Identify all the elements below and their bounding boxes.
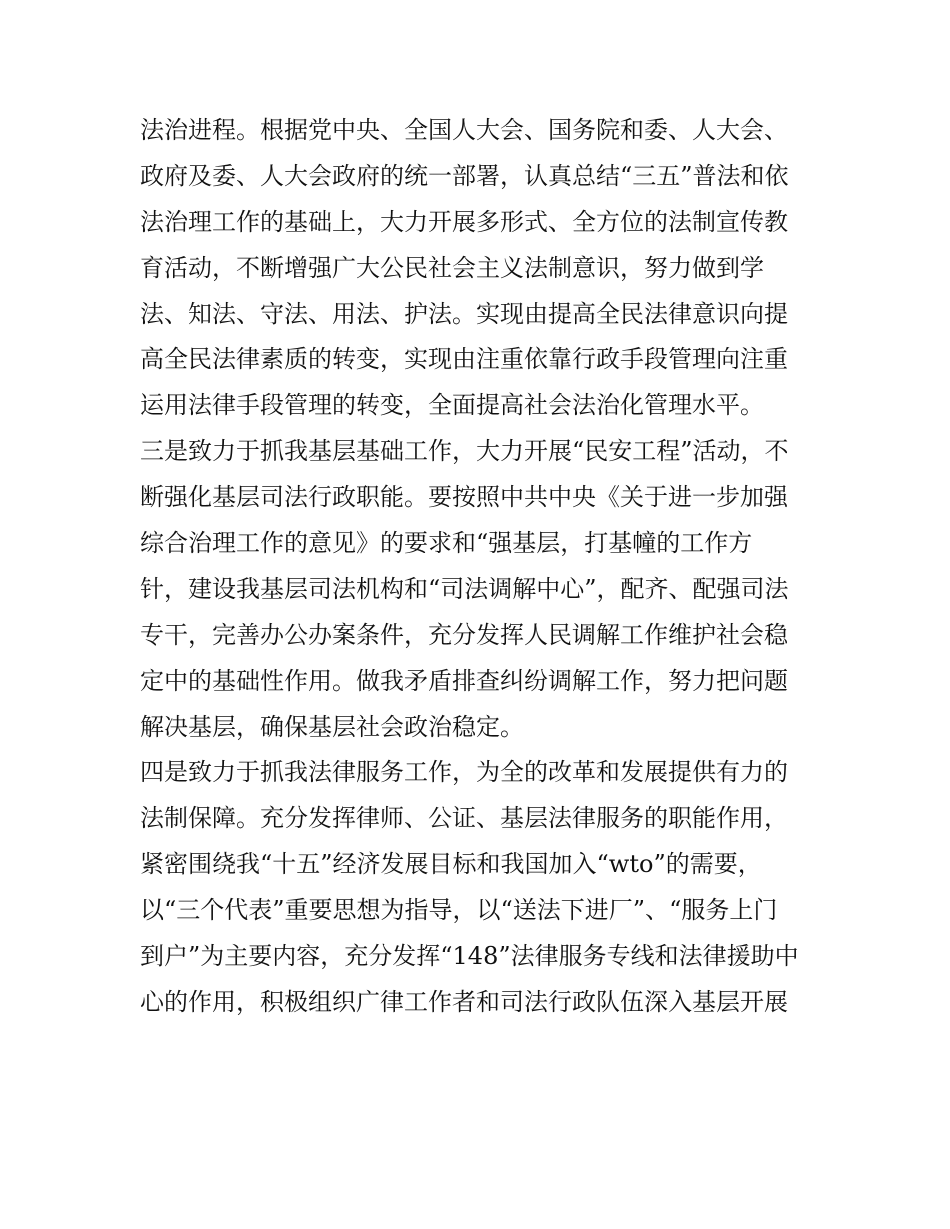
text-line: 四是致力于抓我法律服务工作，为全的改革和发展提供有力的 <box>140 758 788 787</box>
text-line: 法治进程。根据党中央、全国人大会、国务院和委、人大会、 <box>140 116 788 144</box>
text-line: 三是致力于抓我基层基础工作，大力开展“民安工程”活动，不 <box>140 437 789 466</box>
text-line: 育活动，不断增强广大公民社会主义法制意识，努力做到学 <box>140 253 764 282</box>
text-line: 解决基层，确保基层社会政治稳定。 <box>140 712 524 741</box>
text-line: 以“三个代表”重要思想为指导，以“送法下进厂”、“服务上门 <box>140 896 778 925</box>
text-line: 专干，完善办公办案条件，充分发挥人民调解工作维护社会稳 <box>140 620 788 649</box>
text-line: 针，建设我基层司法机构和“司法调解中心”，配齐、配强司法 <box>140 574 789 603</box>
body-text <box>140 108 830 1026</box>
text-line: 紧密围绕我“十五”经济发展目标和我国加入“wto”的需要， <box>140 850 762 879</box>
text-line: 综合治理工作的意见》的要求和“强基层，打基幢的工作方 <box>140 529 753 558</box>
text-line: 定中的基础性作用。做我矛盾排查纠纷调解工作，努力把问题 <box>140 666 788 695</box>
text-line: 运用法律手段管理的转变，全面提高社会法治化管理水平。 <box>140 391 764 420</box>
text-line: 法制保障。充分发挥律师、公证、基层法律服务的职能作用， <box>140 804 788 833</box>
text-line: 断强化基层司法行政职能。要按照中共中央《关于进一步加强 <box>140 483 788 512</box>
text-line: 高全民法律素质的转变，实现由注重依靠行政手段管理向注重 <box>140 345 788 374</box>
text-line: 法治理工作的基础上，大力开展多形式、全方位的法制宣传教 <box>140 207 788 236</box>
text-line: 政府及委、人大会政府的统一部署，认真总结“三五”普法和依 <box>140 161 789 190</box>
text-line: 到户”为主要内容，充分发挥“148”法律服务专线和法律援助中 <box>140 942 799 971</box>
text-line: 心的作用，积极组织广律工作者和司法行政队伍深入基层开展 <box>140 987 788 1016</box>
text-line: 法、知法、守法、用法、护法。实现由提高全民法律意识向提 <box>140 299 788 328</box>
